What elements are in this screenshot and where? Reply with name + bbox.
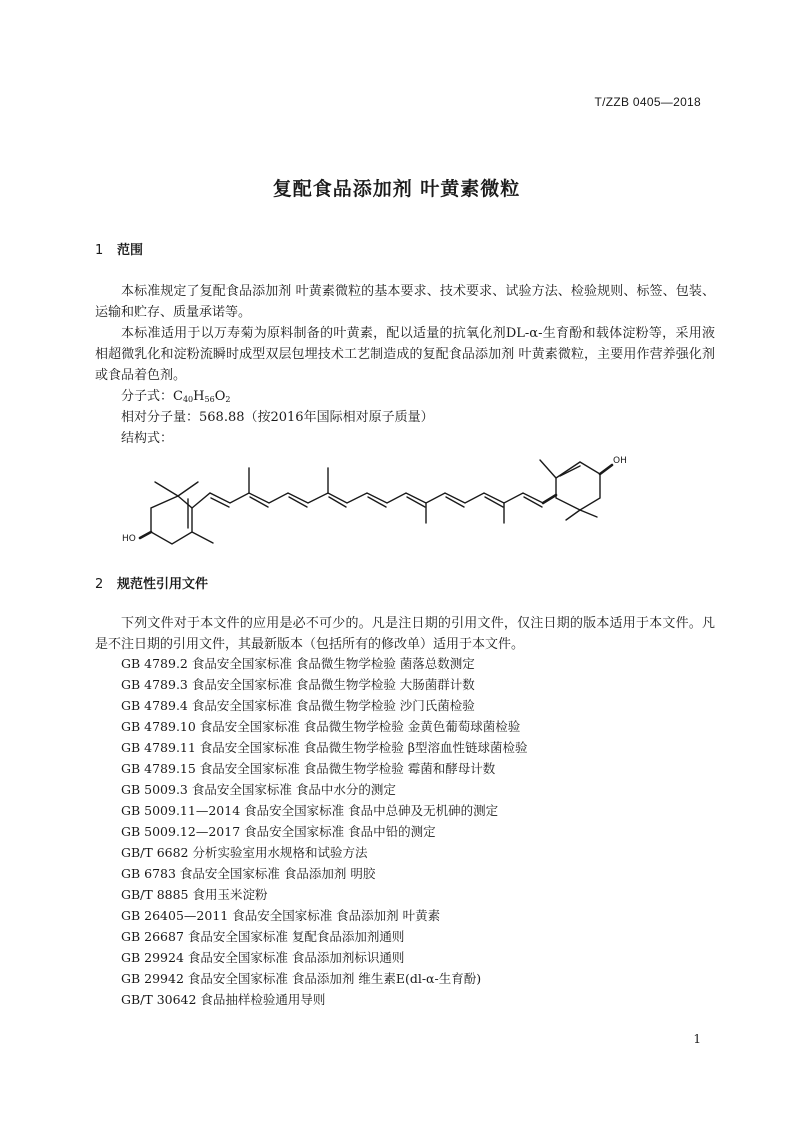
reference-item: GB 5009.11—2014 食品安全国家标准 食品中总砷及无机砷的测定 [121, 803, 499, 818]
page-number: 1 [693, 1032, 701, 1046]
reference-item: GB 4789.2 食品安全国家标准 食品微生物学检验 菌落总数测定 [121, 656, 475, 671]
reference-item: GB/T 8885 食用玉米淀粉 [121, 887, 268, 902]
section-1-paragraph-2: 本标准适用于以万寿菊为原料制备的叶黄素，配以适量的抗氧化剂DL-α-生育酚和载体淀粉等，采用液相超微乳化和淀粉流瞬时成型双层包埋技术工艺制造成的复配食品添加剂 叶黄素微粒，主要用作营养强化剂或食品着色剂。 [95, 326, 715, 383]
section-2-heading [95, 573, 208, 592]
reference-item: GB 4789.10 食品安全国家标准 食品微生物学检验 金黄色葡萄球菌检验 [121, 719, 521, 734]
right-ring [556, 462, 600, 510]
standard-code: T/ZZB 0405—2018 [594, 95, 701, 109]
reference-item: GB 4789.15 食品安全国家标准 食品微生物学检验 霉菌和酵母计数 [121, 761, 496, 776]
reference-item: GB 4789.4 食品安全国家标准 食品微生物学检验 沙门氏菌检验 [121, 698, 475, 713]
reference-item: GB 5009.3 食品安全国家标准 食品中水分的测定 [121, 782, 396, 797]
section-2-title: 规范性引用文件 [117, 577, 209, 592]
reference-item: GB/T 6682 分析实验室用水规格和试验方法 [121, 845, 368, 860]
reference-item: GB 4789.11 食品安全国家标准 食品微生物学检验 β型溶血性链球菌检验 [121, 740, 528, 755]
reference-item: GB 5009.12—2017 食品安全国家标准 食品中铅的测定 [121, 824, 436, 839]
formula-o-count: 2 [225, 395, 231, 404]
document-title: 复配食品添加剂 叶黄素微粒 [272, 178, 521, 200]
section-1-paragraph-1: 本标准规定了复配食品添加剂 叶黄素微粒的基本要求、技术要求、试验方法、检验规则、标签、包装、运输和贮存、质量承诺等。 [95, 284, 715, 320]
section-1-number: 1 [95, 243, 104, 258]
section-2-intro: 下列文件对于本文件的应用是必不可少的。凡是注日期的引用文件，仅注日期的版本适用于本文件。凡是不注日期的引用文件，其最新版本（包括所有的修改单）适用于本文件。 [95, 616, 715, 652]
relative-molecular-mass: 相对分子量：568.88（按2016年国际相对原子质量） [121, 410, 434, 425]
formula-c-count: 40 [182, 395, 194, 404]
structure-label: 结构式： [121, 431, 174, 446]
hydroxyl-label-right: OH [613, 456, 627, 466]
formula-h-count: 56 [204, 395, 215, 404]
reference-item: GB 6783 食品安全国家标准 食品添加剂 明胶 [121, 866, 376, 881]
formula-h: H [193, 389, 205, 404]
reference-item: GB 26405—2011 食品安全国家标准 食品添加剂 叶黄素 [121, 908, 441, 923]
section-2-number: 2 [95, 577, 104, 592]
left-ring [151, 496, 192, 544]
hydroxyl-label-left: HO [122, 534, 136, 544]
reference-item: GB 26687 食品安全国家标准 复配食品添加剂通则 [121, 929, 405, 944]
formula-c: C [173, 389, 183, 404]
reference-item: GB 29942 食品安全国家标准 食品添加剂 维生素E(dl-α-生育酚) [121, 971, 482, 986]
reference-item: GB/T 30642 食品抽样检验通用导则 [121, 992, 326, 1007]
reference-item: GB 4789.3 食品安全国家标准 食品微生物学检验 大肠菌群计数 [121, 677, 475, 692]
section-1-title: 范围 [117, 243, 144, 258]
reference-item: GB 29924 食品安全国家标准 食品添加剂标识通则 [121, 950, 405, 965]
formula-o: O [214, 389, 226, 404]
formula-label: 分子式： [121, 389, 174, 404]
